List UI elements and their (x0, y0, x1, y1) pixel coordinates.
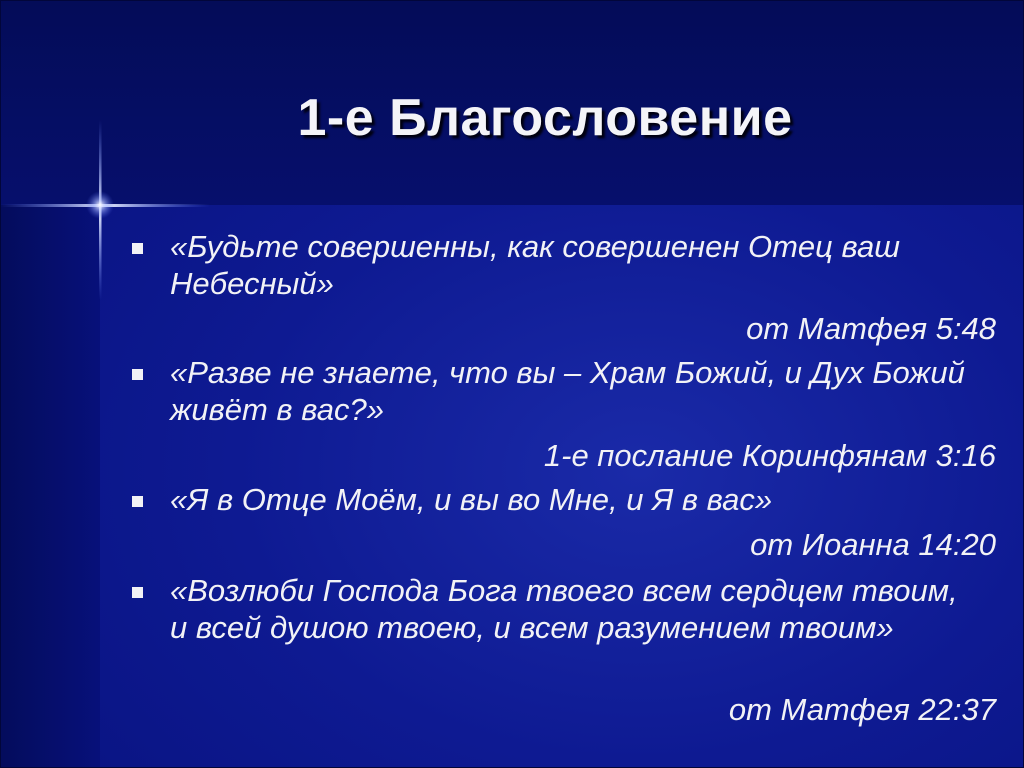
scripture-reference: от Матфея 22:37 (728, 692, 996, 727)
slide-title: 1-е Благословение (297, 89, 793, 147)
quote-text: «Я в Отце Моём, и вы во Мне, и Я в вас» (170, 482, 773, 517)
scripture-reference: от Иоанна 14:20 (750, 527, 996, 562)
bullet-marker (132, 369, 143, 380)
bullet-marker (132, 243, 143, 254)
quote-text: «Возлюби Господа Бога твоего всем сердцем твоим, и всей душою твоею, и всем разумением твоим» (170, 573, 958, 645)
bullet-marker (132, 587, 143, 598)
quote-text: «Разве не знаете, что вы – Храм Божий, и Дух Божий живёт в вас?» (170, 355, 965, 427)
quote-text: «Будьте совершенны, как совершенен Отец ваш Небесный» (170, 229, 900, 301)
scripture-reference: 1-е послание Коринфянам 3:16 (543, 438, 996, 473)
scripture-reference: от Матфея 5:48 (746, 311, 996, 346)
bullet-marker (132, 496, 143, 507)
